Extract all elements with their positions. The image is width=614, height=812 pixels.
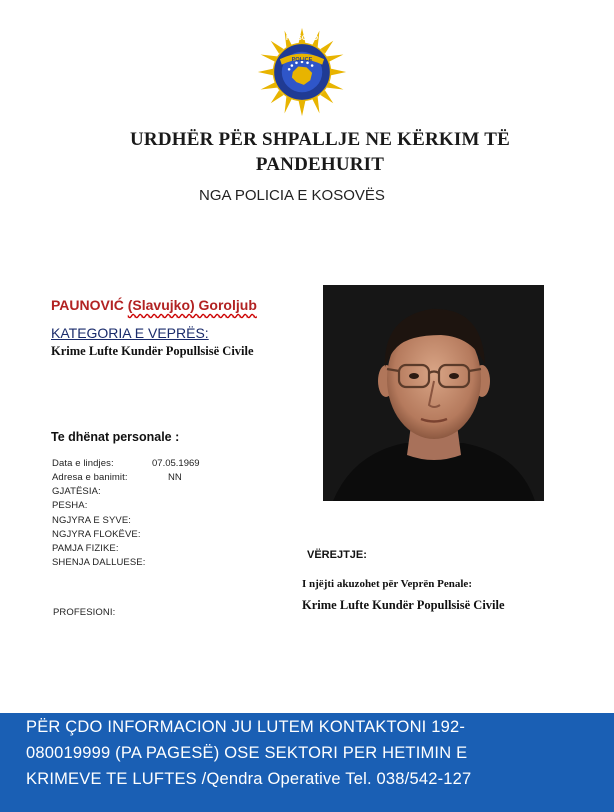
suspect-family-name: PAUNOVIĆ — [51, 297, 124, 313]
footer-line-1: PËR ÇDO INFORMACION JU LUTEM KONTAKTONI 192- — [26, 718, 466, 736]
field-label-distinguishing-marks: SHENJA DALLUESE: — [52, 557, 146, 568]
field-label-weight: PESHA: — [52, 500, 88, 511]
remarks-label: VËREJTJE: — [307, 549, 367, 561]
suspect-photo — [323, 285, 544, 501]
field-label-appearance: PAMJA FIZIKE: — [52, 543, 119, 554]
suspect-name — [51, 297, 257, 313]
personal-data-heading: Te dhënat personale : — [51, 430, 180, 444]
page-title-line-2: PANDEHURIT — [255, 154, 385, 175]
field-label-hair-color: NGJYRA FLOKËVE: — [52, 529, 141, 540]
kosovo-police-emblem-icon — [256, 26, 348, 118]
field-label-eye-color: NGJYRA E SYVE: — [52, 515, 132, 526]
field-label-height: GJATËSIA: — [52, 486, 101, 497]
category-value: Krime Lufte Kundër Popullsisë Civile — [51, 344, 254, 358]
field-value-address: NN — [168, 472, 182, 483]
accused-text: I njëjti akuzohet për Veprën Penale: — [302, 578, 472, 590]
accused-crime: Krime Lufte Kundër Popullsisë Civile — [302, 598, 505, 612]
page-subtitle: NGA POLICIA E KOSOVËS — [199, 187, 385, 204]
emblem-band-text: POLICE — [291, 56, 313, 63]
footer-line-3: KRIMEVE TE LUFTES /Qendra Operative Tel. 038/542-127 — [26, 770, 472, 788]
field-label-birth-date: Data e lindjes: — [52, 458, 114, 469]
page-title-line-1: URDHËR PËR SHPALLJE NE KËRKIM TË — [130, 129, 510, 150]
footer-line-2: 080019999 (PA PAGESË) OSE SEKTORI PER HETIMIN E — [26, 744, 468, 762]
contact-footer-banner — [0, 713, 614, 812]
category-label: KATEGORIA E VEPRËS: — [51, 325, 209, 341]
emblem-ring-text: KOSOVO — [285, 32, 319, 42]
field-label-profession: PROFESIONI: — [53, 607, 116, 618]
field-value-birth-date: 07.05.1969 — [152, 458, 200, 469]
field-label-address: Adresa e banimit: — [52, 472, 128, 483]
suspect-given-name: (Slavujko) Goroljub — [127, 297, 257, 313]
